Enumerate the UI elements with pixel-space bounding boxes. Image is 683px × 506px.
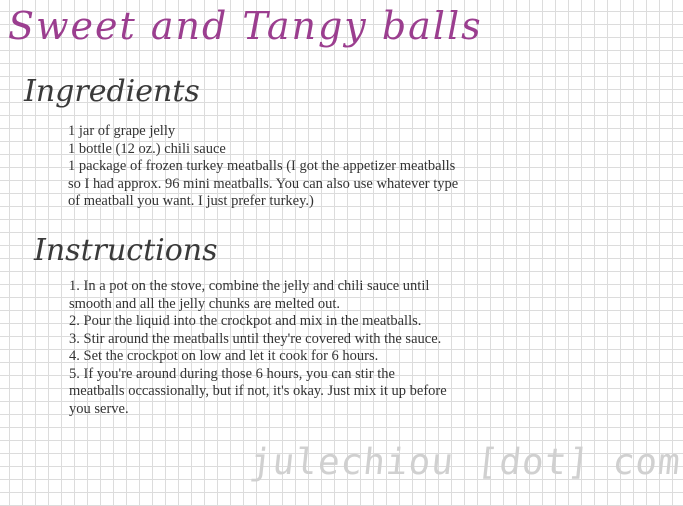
instruction-line: 2. Pour the liquid into the crockpot and mix in the meatballs. — [69, 313, 422, 329]
instructions-list — [69, 278, 569, 418]
instruction-line: smooth and all the jelly chunks are melted out. — [69, 295, 341, 312]
ingredient-line: so I had approx. 96 mini meatballs. You can also use whatever type — [68, 175, 459, 192]
ingredient-line: of meatball you want. I just prefer turkey.) — [68, 193, 314, 209]
instruction-line: 4. Set the crockpot on low and let it cook for 6 hours. — [69, 348, 379, 364]
instruction-line: 5. If you're around during those 6 hours, you can stir the — [69, 365, 395, 382]
instruction-line: 3. Stir around the meatballs until they're covered with the sauce. — [69, 330, 442, 347]
instructions-heading: Instructions — [34, 233, 218, 268]
instruction-line: you serve. — [69, 400, 129, 417]
instruction-line: 1. In a pot on the stove, combine the jelly and chili sauce until — [69, 278, 430, 294]
recipe-title: Sweet and Tangy balls — [8, 4, 483, 48]
ingredients-list — [68, 123, 568, 211]
instruction-line: meatballs occassionally, but if not, it's okay. Just mix it up before — [69, 383, 447, 399]
ingredients-heading: Ingredients — [24, 74, 200, 109]
ingredient-line: 1 package of frozen turkey meatballs (I got the appetizer meatballs — [68, 158, 456, 174]
ingredient-line: 1 jar of grape jelly — [68, 123, 176, 139]
watermark: julechiou [dot] com — [247, 442, 683, 483]
ingredient-line: 1 bottle (12 oz.) chili sauce — [68, 140, 226, 157]
